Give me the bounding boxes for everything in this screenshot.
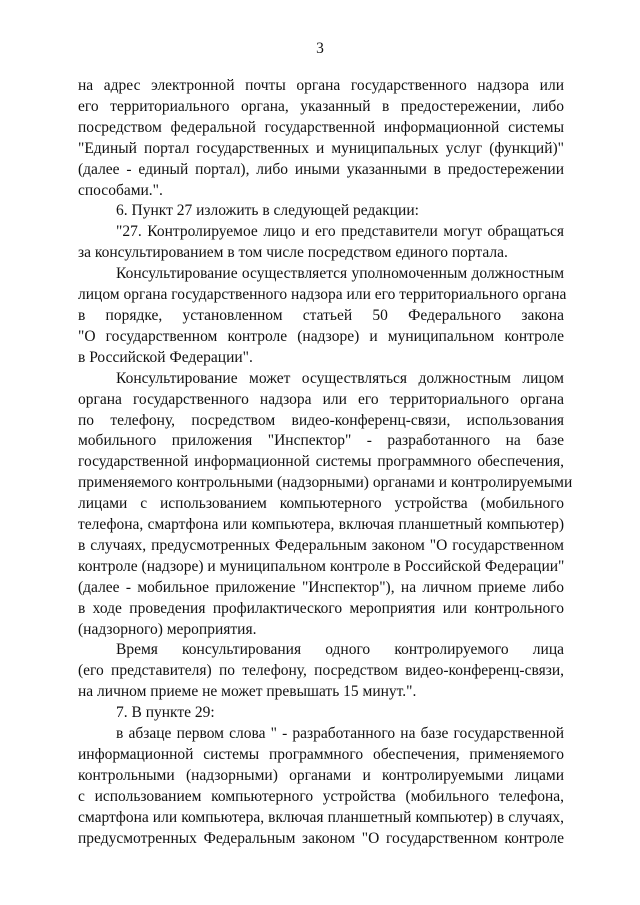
text-line: государственной информационной системы программного обеспечения, bbox=[78, 453, 564, 471]
paragraph-consulting-official bbox=[78, 264, 567, 369]
paragraph-point-27 bbox=[78, 222, 564, 264]
paragraph-consulting-methods bbox=[78, 369, 573, 641]
text-line: применяемого контрольными (надзорными) органами и контролируемыми bbox=[78, 474, 573, 492]
text-line: за консультированием в том числе посредством единого портала. bbox=[78, 244, 508, 262]
text-line: (его представителя) по телефону, посредством видео-конференц-связи, bbox=[78, 662, 564, 680]
text-line: "27. Контролируемое лицо и его представители могут обращаться bbox=[116, 223, 564, 241]
text-line: лицом органа государственного надзора или его территориального органа bbox=[78, 286, 567, 304]
text-line: Консультирование может осуществляться должностным лицом bbox=[116, 369, 564, 387]
text-line: Время консультирования одного контролируемого лица bbox=[116, 641, 564, 659]
page-number: 3 bbox=[316, 40, 324, 57]
text-line: в случаях, предусмотренных Федеральным законом "О государственном bbox=[78, 536, 564, 554]
text-line: в порядке, установленном статьей 50 Федерального закона bbox=[78, 306, 564, 324]
text-line: (далее - единый портал), либо иными указанными в предостережении bbox=[78, 160, 564, 178]
text-line: в ходе проведения профилактического мероприятия или контрольного bbox=[78, 599, 564, 617]
text-line: контрольными (надзорными) органами и контролируемыми лицами bbox=[78, 766, 564, 784]
text-line: на личном приеме не может превышать 15 минут.". bbox=[78, 683, 417, 701]
text-line: (надзорного) мероприятия. bbox=[78, 620, 257, 638]
text-line: посредством федеральной государственной информационной системы bbox=[78, 118, 564, 136]
text-line: его территориального органа, указанный в предостережении, либо bbox=[78, 97, 564, 115]
text-line: "О государственном контроле (надзоре) и муниципальном контроле bbox=[78, 327, 564, 345]
text-line: с использованием компьютерного устройства (мобильного телефона, bbox=[78, 787, 564, 805]
text-line: лицами с использованием компьютерного устройства (мобильного bbox=[78, 495, 564, 513]
text-line: по телефону, посредством видео-конференц-связи, использования bbox=[78, 411, 564, 429]
text-line: мобильного приложения "Инспектор" - разработанного на базе bbox=[78, 432, 564, 450]
text-line: на адрес электронной почты органа государственного надзора или bbox=[78, 77, 564, 94]
paragraph-item-7 bbox=[78, 703, 564, 724]
text-line: информационной системы программного обеспечения, применяемого bbox=[78, 746, 564, 763]
text-line: предусмотренных Федеральным законом "О государственном контроле bbox=[78, 829, 564, 847]
paragraph-point-29-first bbox=[78, 724, 564, 849]
text-line: Консультирование осуществляется уполномоченным должностным bbox=[116, 265, 564, 283]
text-line: (далее - мобильное приложение "Инспектор"), на личном приеме либо bbox=[78, 578, 564, 596]
text-line: органа государственного надзора или его территориального органа bbox=[78, 390, 564, 408]
text-line: "Единый портал государственных и муниципальных услуг (функций)" bbox=[78, 139, 564, 157]
text-line: контроле (надзоре) и муниципальном контроле в Российской Федерации" bbox=[78, 557, 565, 575]
text-line: 6. Пункт 27 изложить в следующей редакции: bbox=[116, 202, 419, 220]
document-body bbox=[78, 76, 573, 850]
paragraph-item-6 bbox=[78, 201, 564, 222]
text-line: в абзаце первом слова " - разработанного на базе государственной bbox=[116, 725, 564, 743]
paragraph-consulting-time bbox=[78, 640, 564, 703]
text-line: 7. В пункте 29: bbox=[116, 704, 215, 722]
paragraph-email-portal bbox=[78, 76, 564, 201]
text-line: в Российской Федерации". bbox=[78, 348, 253, 366]
text-line: способами.". bbox=[78, 181, 163, 199]
text-line: смартфона или компьютера, включая планшетный компьютер) в случаях, bbox=[78, 808, 564, 826]
text-line: телефона, смартфона или компьютера, включая планшетный компьютер) bbox=[78, 516, 564, 534]
